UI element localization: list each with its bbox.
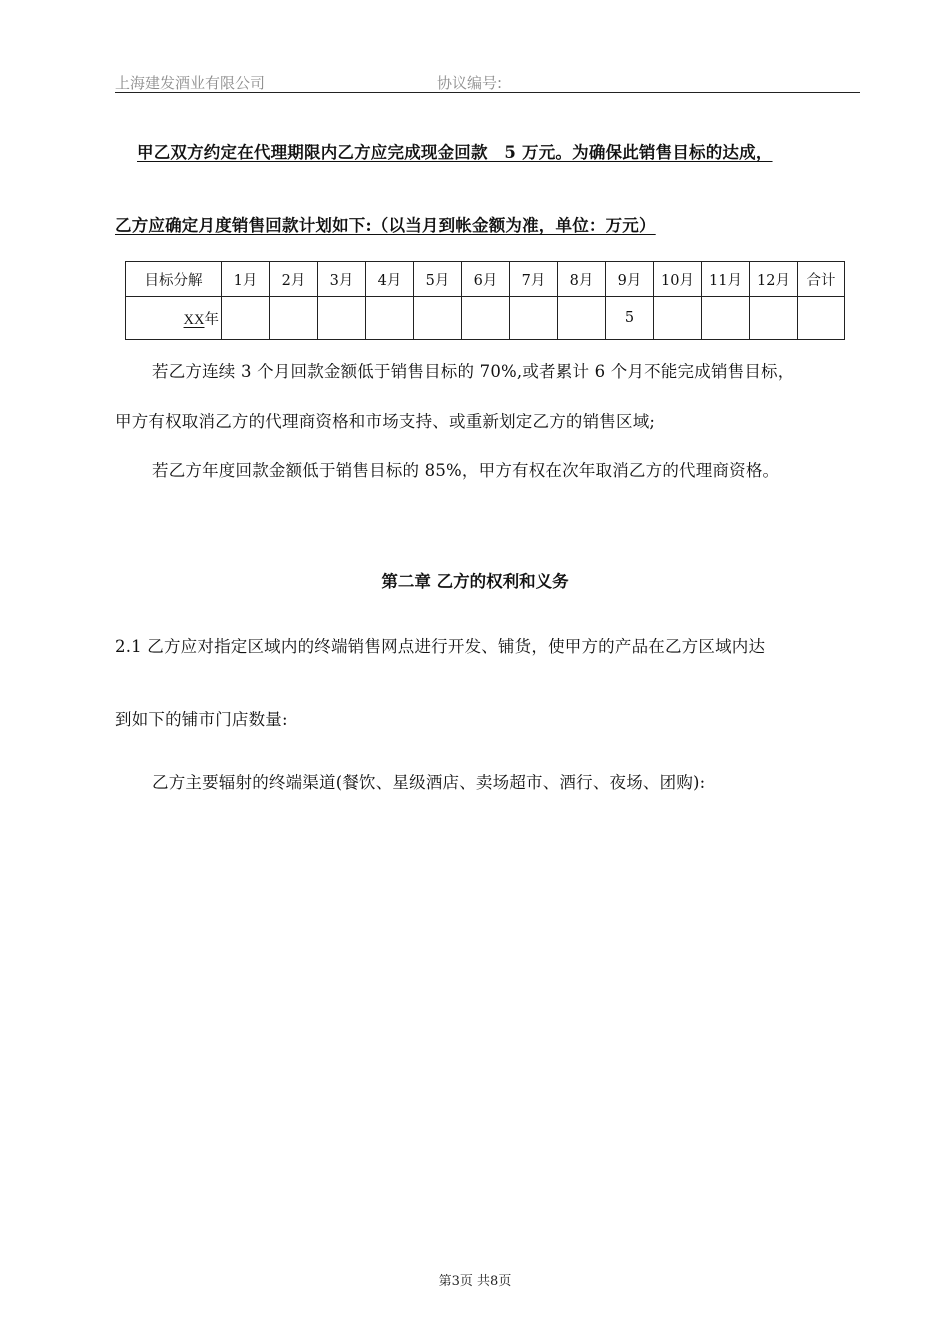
value-cell-month-6 — [462, 297, 510, 340]
year-blank: XX — [183, 311, 205, 328]
header-cell-month-11: 11月 — [702, 262, 750, 297]
penalty-paragraph-line-2: 甲方有权取消乙方的代理商资格和市场支持、或重新划定乙方的销售区域; — [115, 412, 656, 431]
value-cell-month-5 — [414, 297, 462, 340]
section-2-1-line-1: 2.1 乙方应对指定区域内的终端销售网点进行开发、铺货，使甲方的产品在乙方区域内达 — [115, 637, 766, 656]
header-cell-month-10: 10月 — [654, 262, 702, 297]
value-cell-month-3 — [318, 297, 366, 340]
penalty-paragraph-line-1: 若乙方连续 3 个月回款金额低于销售目标的 70%,或者累计 6 个月不能完成销售目标， — [152, 362, 795, 381]
terminal-channels-line: 乙方主要辐射的终端渠道(餐饮、星级酒店、卖场超市、酒行、夜场、团购): — [152, 773, 706, 792]
monthly-plan-table — [125, 261, 845, 340]
value-cell-month-1 — [222, 297, 270, 340]
header-cell-total: 合计 — [798, 262, 845, 297]
value-cell-month-12 — [750, 297, 798, 340]
value-cell-month-4 — [366, 297, 414, 340]
header-cell-month-8: 8月 — [558, 262, 606, 297]
annual-target-paragraph: 若乙方年度回款金额低于销售目标的 85%，甲方有权在次年取消乙方的代理商资格。 — [152, 461, 780, 480]
header-cell-month-7: 7月 — [510, 262, 558, 297]
value-cell-month-7 — [510, 297, 558, 340]
value-cell-month-10 — [654, 297, 702, 340]
header-cell-month-3: 3月 — [318, 262, 366, 297]
company-name: 上海建发酒业有限公司 — [115, 74, 266, 92]
value-cell-total — [798, 297, 845, 340]
year-cell — [126, 297, 222, 340]
value-cell-month-8 — [558, 297, 606, 340]
value-cell-month-11 — [702, 297, 750, 340]
year-suffix: 年 — [204, 311, 219, 328]
value-cell-month-2 — [270, 297, 318, 340]
target-paragraph-line-1: 甲乙双方约定在代理期限内乙方应完成现金回款 5 万元。为确保此销售目标的达成， — [137, 143, 773, 162]
agreement-number-label: 协议编号: — [437, 74, 503, 92]
target-paragraph-line-2: 乙方应确定月度销售回款计划如下:（以当月到帐金额为准，单位：万元） — [115, 216, 656, 235]
chapter-title: 第二章 乙方的权利和义务 — [381, 572, 569, 591]
header-cell-target: 目标分解 — [126, 262, 222, 297]
section-2-1-line-2: 到如下的铺市门店数量: — [115, 710, 288, 729]
plan-table-year-row — [126, 297, 845, 340]
header-cell-month-4: 4月 — [366, 262, 414, 297]
header-cell-month-2: 2月 — [270, 262, 318, 297]
value-cell-month-9: 5 — [606, 297, 654, 340]
header-cell-month-12: 12月 — [750, 262, 798, 297]
plan-table-header-row — [126, 262, 845, 297]
header-cell-month-9: 9月 — [606, 262, 654, 297]
page-header — [115, 70, 860, 93]
header-cell-month-1: 1月 — [222, 262, 270, 297]
page-footer: 第3页 共8页 — [438, 1274, 512, 1289]
header-cell-month-6: 6月 — [462, 262, 510, 297]
header-cell-month-5: 5月 — [414, 262, 462, 297]
